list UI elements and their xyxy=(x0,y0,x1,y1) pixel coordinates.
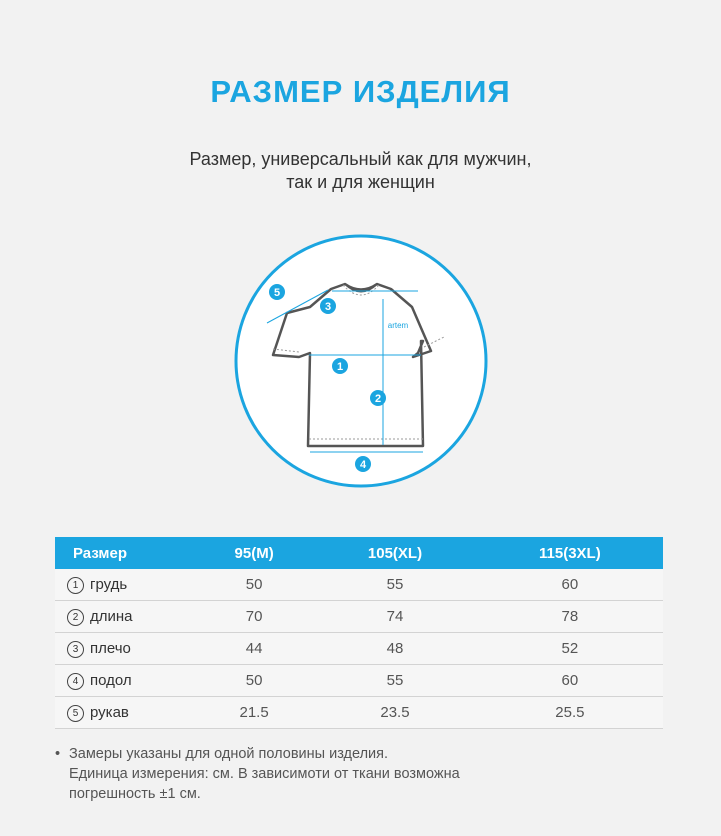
svg-text:3: 3 xyxy=(324,301,332,313)
table-cell: 70 xyxy=(195,601,313,633)
number-1-icon: 1 xyxy=(67,577,84,594)
table-row xyxy=(55,633,663,665)
table-cell: 44 xyxy=(195,633,313,665)
table-row xyxy=(55,665,663,697)
table-cell: 55 xyxy=(313,665,477,697)
table-row xyxy=(55,569,663,601)
table-cell: 23.5 xyxy=(313,697,477,729)
table-cell: 21.5 xyxy=(195,697,313,729)
table-header-row xyxy=(55,537,663,569)
tshirt-measurement-diagram xyxy=(233,233,489,489)
table-cell: 60 xyxy=(477,665,663,697)
marker-4-icon xyxy=(355,456,371,472)
table-row xyxy=(55,601,663,633)
marker-1-icon xyxy=(332,358,348,374)
diagram-circle xyxy=(236,236,486,486)
row-label: 5 рукав xyxy=(55,697,195,729)
marker-2-icon xyxy=(370,390,386,406)
note-line-2: Единица измерения: см. В зависимоти от ткани возможна xyxy=(69,766,460,782)
row-label: 4 подол xyxy=(55,665,195,697)
marker-3-icon xyxy=(320,298,336,314)
subtitle-line-2: так и для женщин xyxy=(286,172,435,192)
svg-text:4: 4 xyxy=(359,459,367,471)
header-3xl: 115(3XL) xyxy=(477,537,663,569)
table-cell: 50 xyxy=(195,665,313,697)
table-cell: 74 xyxy=(313,601,477,633)
table-cell: 55 xyxy=(313,569,477,601)
logo-text: artem xyxy=(387,321,409,330)
header-xl: 105(XL) xyxy=(313,537,477,569)
row-label: 3 плечо xyxy=(55,633,195,665)
svg-text:5: 5 xyxy=(273,287,281,299)
table-cell: 60 xyxy=(477,569,663,601)
number-5-icon: 5 xyxy=(67,705,84,722)
table-cell: 50 xyxy=(195,569,313,601)
number-4-icon: 4 xyxy=(67,673,84,690)
subtitle-line-1: Размер, универсальный как для мужчин, xyxy=(189,149,532,169)
row-label: 2 длина xyxy=(55,601,195,633)
size-table xyxy=(55,537,663,729)
number-3-icon: 3 xyxy=(67,641,84,658)
svg-text:1: 1 xyxy=(336,361,344,373)
page-subtitle xyxy=(0,148,721,194)
number-2-icon: 2 xyxy=(67,609,84,626)
table-cell: 52 xyxy=(477,633,663,665)
header-m: 95(M) xyxy=(195,537,313,569)
table-cell: 78 xyxy=(477,601,663,633)
measurement-note xyxy=(55,744,655,804)
svg-text:2: 2 xyxy=(374,393,382,405)
marker-5-icon xyxy=(269,284,285,300)
header-size: Размер xyxy=(55,537,195,569)
note-line-3: погрешность ±1 см. xyxy=(69,786,201,802)
note-line-1: Замеры указаны для одной половины изделия. xyxy=(69,746,389,762)
table-cell: 25.5 xyxy=(477,697,663,729)
row-label: 1 грудь xyxy=(55,569,195,601)
table-cell: 48 xyxy=(313,633,477,665)
table-row xyxy=(55,697,663,729)
bullet-icon: • xyxy=(55,746,61,762)
page-title: РАЗМЕР ИЗДЕЛИЯ xyxy=(210,74,511,109)
